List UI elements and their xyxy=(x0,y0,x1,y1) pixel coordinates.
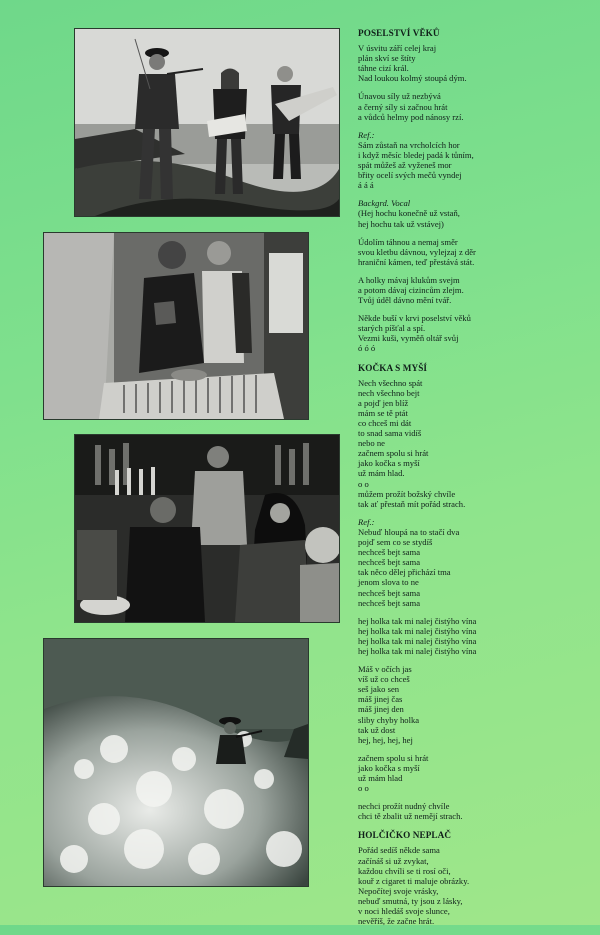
stanza: A holky mávaj klukům svejm a potom dávaj cizincům zlejm. Tvůj úděl dávno mění tvář. xyxy=(358,274,464,306)
stanza: hej holka tak mi nalej čistýho vína hej holka tak mi nalej čistýho vína hej holka tak mi nalej čistýho vína hej holka tak mi nalej čistýho vína xyxy=(358,615,477,656)
stanza: Nech všechno spát nech všechno bejt a pojď jen blíž mám se tě ptát co chceš mi dát to snad sama vidíš nebo ne začnem spolu si hrát jako kočka s myší už mám hlad. o o můžem prožít božský chvíle tak ať přestaň mít pořád strach. xyxy=(358,377,466,509)
stanza-label: Ref.: xyxy=(358,516,375,527)
mixing-console-photo xyxy=(43,232,309,420)
stanza: Pořád sedíš někde sama začínáš si už zvykat, každou chvíli se ti rosí oči, kouř z cigaret ti maluje obrázky. Nepočítej svoje vrásky, nebuď smutná, ty jsou z lásky, v noci hledáš svoje slunce, nevěříš, že začne hrát. xyxy=(358,845,470,927)
stanza: nechci prožít nudný chvíle chci tě zbalit už nemějí strach. xyxy=(358,801,463,822)
song-holcicko-neplac xyxy=(358,830,594,926)
song-title: POSELSTVÍ VĚKŮ xyxy=(358,28,440,38)
stanza: V úsvitu září celej kraj plán skví se štíty táhne cizí král. Nad loukou kolmý stoupá dým. xyxy=(358,43,467,84)
stanza: Máš v očích jas víš už co chceš seš jako sen máš jinej čas máš jinej den sliby chyby holka tak už dost hej, hej, hej, hej xyxy=(358,664,420,745)
backing-vocal-stanza: Backgrd. Vocal (Hej hochu konečně už vstaň, hej hochu tak už vstávej) xyxy=(358,198,594,228)
stanza: Únavou síly už nezbývá a černý síly si začnou hrát a vůdců helmy pod nánosy rzí. xyxy=(358,91,464,122)
band-trio-on-coast-photo xyxy=(74,28,340,217)
refrain-stanza: Ref.: Sám zůstaň na vrcholcích hor i když měsíc bledej padá k tůním, spát můžeš až vyženeš mor břity ocelí svých mečů vyndej á á á xyxy=(358,130,594,191)
stanza: Údolím táhnou a nemaj směr svou kletbu dávnou, vylejzaj z děr hraniční kámen, teď přestává stát. xyxy=(358,236,476,267)
stanza: Někde buší v krvi poselství věků starých píšťal a spí. Vezmi kuši, vyměň oltář svůj ó ó ó xyxy=(358,313,471,354)
song-title: HOLČIČKO NEPLAČ xyxy=(358,830,452,841)
fiddler-in-waves-photo xyxy=(43,638,309,887)
song-kocka-s-mysi xyxy=(358,363,594,822)
lyrics-column xyxy=(358,28,594,935)
refrain-stanza: Ref.: Nebuď hloupá na to stačí dva pojď sem co se stydíš nechceš bejt sama nechceš bejt sama tak něco dělej přichází tma jenom slova to ne nechceš bejt sama nechceš bejt sama xyxy=(358,517,594,608)
song-poselstvi-veku xyxy=(358,28,594,354)
stanza-label: Ref.: xyxy=(358,129,375,140)
stanza: začnem spolu si hrát jako kočka s myší už mám hlad o o xyxy=(358,752,429,794)
pub-gathering-photo xyxy=(74,434,340,623)
song-title: KOČKA S MYŠÍ xyxy=(358,362,428,373)
stanza-label: Backgrd. Vocal xyxy=(358,198,411,209)
